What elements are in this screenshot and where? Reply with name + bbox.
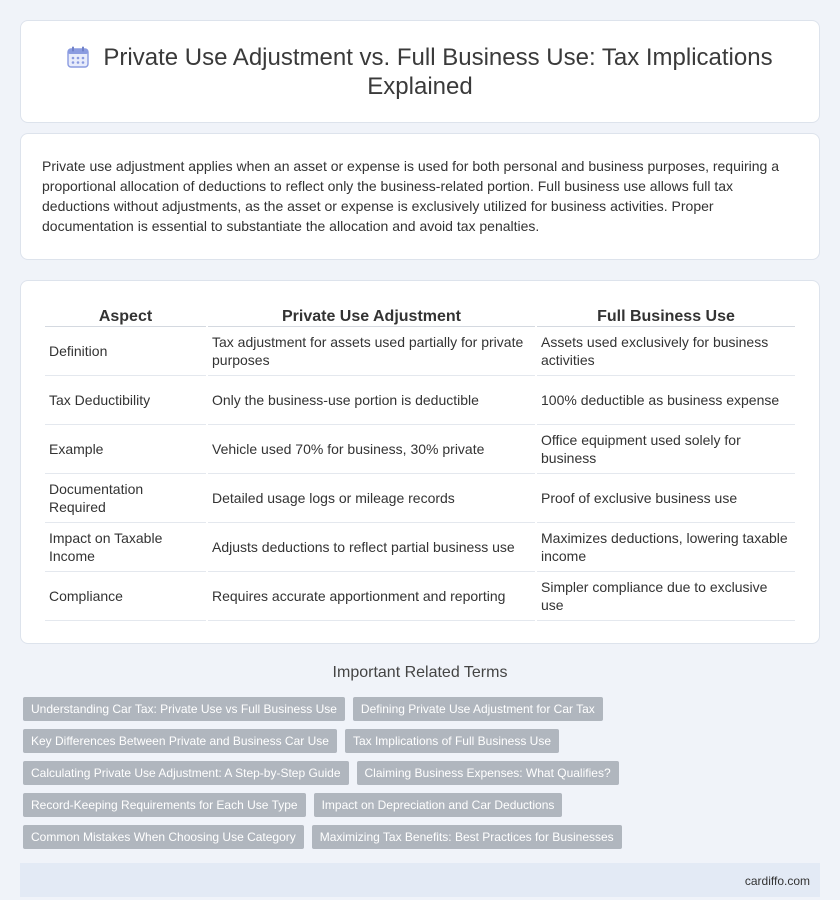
column-header: Full Business Use [537,299,795,327]
calendar-icon [67,46,89,68]
table-cell: Proof of exclusive business use [537,474,795,523]
related-term-link[interactable]: Record-Keeping Requirements for Each Use Type [23,793,306,817]
related-term-link[interactable]: Understanding Car Tax: Private Use vs Full Business Use [23,697,345,721]
related-term-link[interactable]: Defining Private Use Adjustment for Car Tax [353,697,603,721]
table-cell: Definition [45,327,206,376]
column-header: Private Use Adjustment [208,299,535,327]
table-cell: Example [45,425,206,474]
table-cell: 100% deductible as business expense [537,376,795,425]
related-term-link[interactable]: Maximizing Tax Benefits: Best Practices for Businesses [312,825,622,849]
table-cell: Office equipment used solely for business [537,425,795,474]
comparison-table [43,299,797,621]
related-term-link[interactable]: Key Differences Between Private and Business Car Use [23,729,337,753]
page-title-text: Private Use Adjustment vs. Full Business Use: Tax Implications Explained [103,43,773,100]
related-term-link[interactable]: Claiming Business Expenses: What Qualifies? [357,761,619,785]
related-terms-list [0,697,840,849]
table-row [45,572,795,621]
table-cell: Only the business-use portion is deductible [208,376,535,425]
table-cell: Adjusts deductions to reflect partial business use [208,523,535,572]
related-term-link[interactable]: Common Mistakes When Choosing Use Category [23,825,304,849]
table-cell: Simpler compliance due to exclusive use [537,572,795,621]
intro-card [20,133,820,260]
footer [20,863,820,897]
table-cell: Tax Deductibility [45,376,206,425]
table-cell: Detailed usage logs or mileage records [208,474,535,523]
table-cell: Assets used exclusively for business activities [537,327,795,376]
related-term-link[interactable]: Impact on Depreciation and Car Deductions [314,793,563,817]
table-row [45,327,795,376]
page-title [51,43,789,101]
table-cell: Maximizes deductions, lowering taxable income [537,523,795,572]
related-term-link[interactable]: Calculating Private Use Adjustment: A Step-by-Step Guide [23,761,349,785]
header-card [20,20,820,123]
table-row [45,425,795,474]
related-terms-section [0,664,840,849]
intro-text: Private use adjustment applies when an asset or expense is used for both personal and business purposes, requiring a proportional allocation of deductions to reflect only the business-related portion. Full business use allows full tax deductions without adjustments, as the asset or expense is exclusively utilized for business activities. Proper documentation is essential to substantiate the allocation and avoid tax penalties. [42,158,780,234]
table-row [45,474,795,523]
table-row [45,376,795,425]
table-cell: Tax adjustment for assets used partially for private purposes [208,327,535,376]
column-header: Aspect [45,299,206,327]
comparison-table-card [20,280,820,644]
table-cell: Vehicle used 70% for business, 30% private [208,425,535,474]
related-term-link[interactable]: Tax Implications of Full Business Use [345,729,559,753]
table-cell: Compliance [45,572,206,621]
table-cell: Documentation Required [45,474,206,523]
table-row [45,523,795,572]
related-terms-title: Important Related Terms [332,664,508,681]
table-cell: Requires accurate apportionment and reporting [208,572,535,621]
table-cell: Impact on Taxable Income [45,523,206,572]
footer-site[interactable]: cardiffo.com [744,874,810,888]
table-header-row [45,299,795,327]
